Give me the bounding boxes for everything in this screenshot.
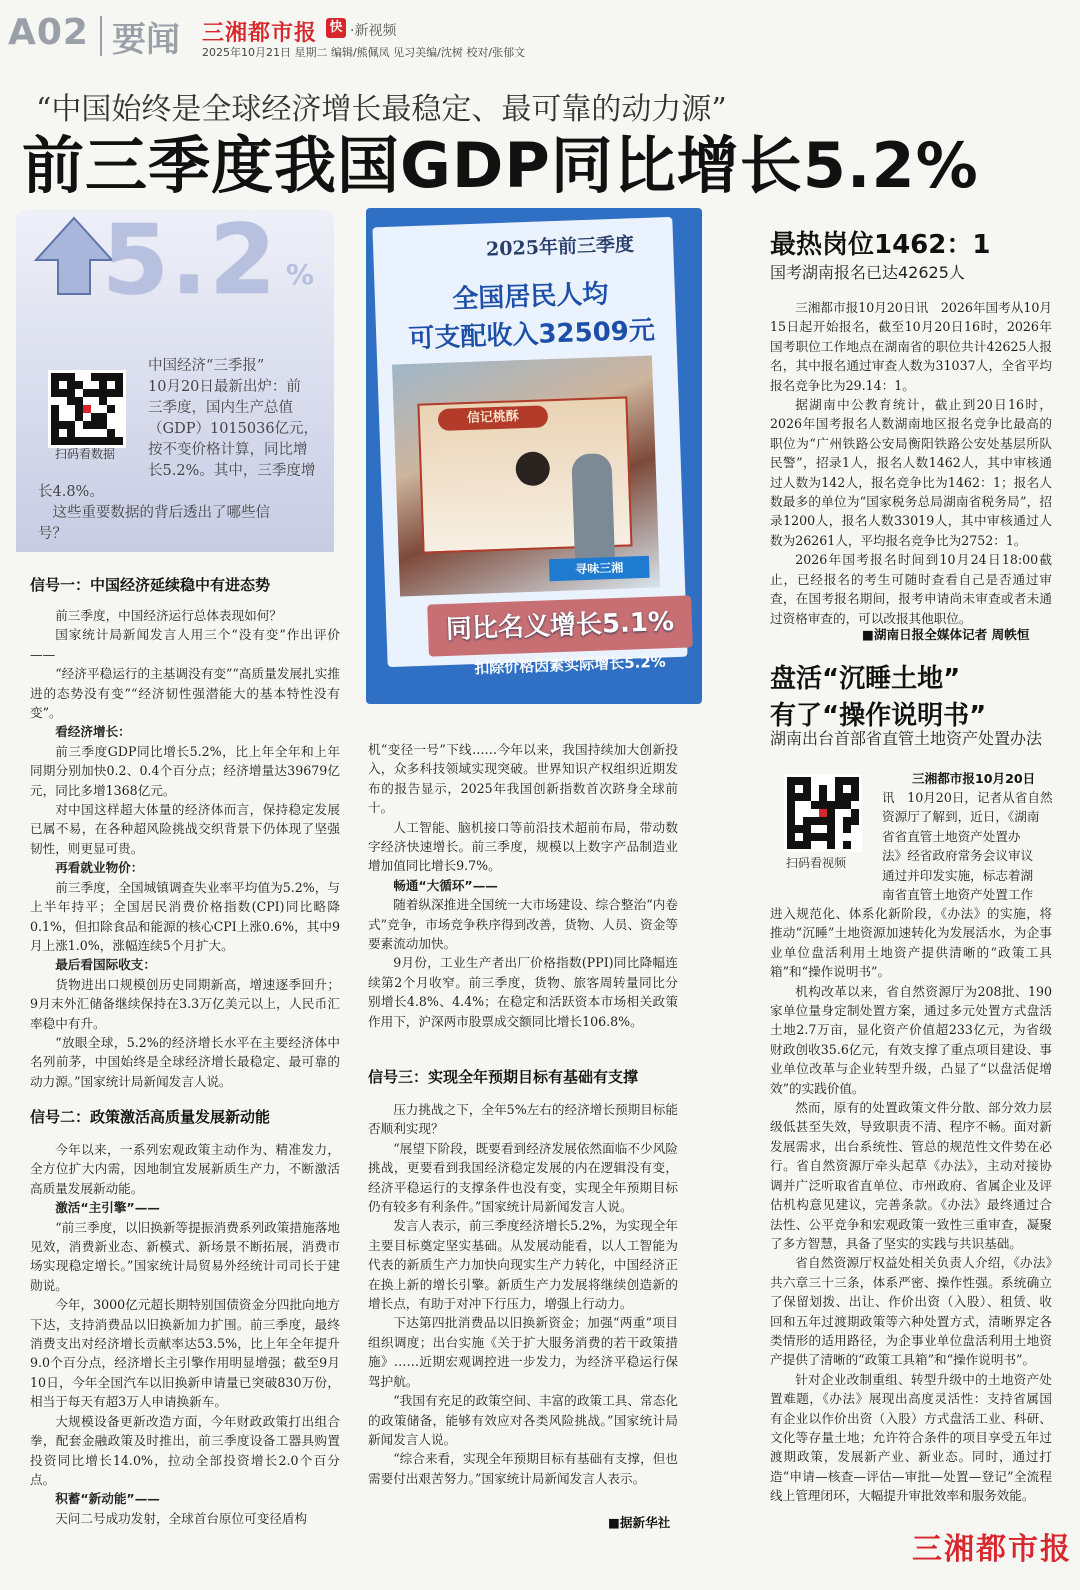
paragraph: 针对企业改制重组、转型升级中的土地资产处置难题，《办法》展现出高度灵活性：支持省属国有企业以作价出资（入股）方式盘活工业、科研、文化等存量土地；允许符合条件的项目享受五年过渡期政策，发展新产业、新业态。同时，通过打造“申请—核查—评估—审批—处置—登记”全流程线上管理闭环，大幅提升审批效率和服务效能。	[770, 1371, 1052, 1504]
column-2-body	[368, 740, 678, 1031]
big-percent: %	[286, 258, 315, 291]
text-line: 法》经省政府常务会议审议	[882, 848, 1034, 864]
paragraph: 随着纵深推进全国统一大市场建设、综合整治“内卷式”竞争，市场竞争秩序得到改善，货物、人员、资金等要素流动加快。	[368, 897, 678, 952]
shopping-photo	[392, 356, 660, 597]
paragraph: “前三季度，以旧换新等提振消费系列政策措施落地见效，消费新业态、新模式、新场景不断拓展，消费市场实现稳定增长。”国家统计局贸易外经统计司司长于建勋说。	[30, 1219, 340, 1293]
subheading: 积蓄“新动能”——	[55, 1491, 160, 1507]
section-name: 要闻	[112, 20, 180, 60]
text-line: 10月20日最新出炉：前	[148, 379, 301, 395]
section-title-signal-2: 信号二：政策激活高质量发展新动能	[30, 1108, 271, 1126]
kicker-quote: “中国始终是全球经济增长最稳定、最可靠的动力源”	[36, 92, 727, 127]
paragraph: 进入规范化、体系化新阶段，《办法》的实施，将推动“沉睡”土地资源加速转化为发展活水，为企事业单位盘活利用土地资产提供清晰的“政策工具箱”和“操作说明书”。	[770, 906, 1052, 980]
story-title-land-line1: 盘活“沉睡土地”	[770, 664, 961, 694]
signal-3-body	[368, 1100, 678, 1488]
paragraph: “综合来看，实现全年预期目标有基础有支撑，但也需要付出艰苦努力。”国家统计局新闻发言人表示。	[368, 1451, 678, 1486]
text-line: 省省直管土地资产处置办	[882, 828, 1021, 844]
text-line: 讯 10月20日，记者从省自然	[882, 790, 1053, 805]
paragraph: 2026年国考报名时间到10月24日18:00截止，已经报名的考生可随时查看自己是否通过审查，在国考报名期间，报考申请尚未审查或者未通过资格审查的，可以改报其他职位。	[770, 552, 1052, 626]
text-line: 号？	[38, 526, 67, 542]
paragraph: 前三季度GDP同比增长5.2%，比上年全年和上年同期分别加快0.2、0.4个百分点；经济增量达39679亿元，同比多增1368亿元。	[30, 743, 340, 798]
signal-1-body	[30, 606, 340, 1091]
paragraph: 9月份，工业生产者出厂价格指数(PPI)同比降幅连续第2个月收窄。前三季度，货物、旅客周转量同比分别增长4.8%、4.4%；在稳定和活跃资本市场相关政策作用下，沪深两市股票成交额同比增长106.8%。	[368, 955, 678, 1029]
text-line: 三季度，国内生产总值	[148, 400, 293, 416]
paragraph: 前三季度，中国经济运行总体表现如何？	[55, 608, 282, 623]
signal-2-body	[30, 1140, 340, 1528]
income-infographic	[366, 208, 702, 704]
footer-brand-logo: 三湘都市报	[908, 1524, 1076, 1568]
text-line: 南省直管土地资产处置工作	[882, 887, 1034, 903]
paragraph: 今年以来，一系列宏观政策主动作为、精准发力，全方位扩大内需，因地制宜发展新质生产力，不断激活高质量发展新动能。	[30, 1142, 340, 1196]
shopper-figure	[571, 453, 615, 564]
section-title-signal-1: 信号一：中国经济延续稳中有进态势	[30, 576, 271, 594]
civil-exam-body	[770, 298, 1052, 628]
text-line: 这些重要数据的背后透出了哪些信	[38, 505, 270, 521]
sub-brand: ·新视频	[350, 23, 397, 39]
paragraph: “经济平稳运行的主基调没有变”“高质量发展扎实推进的态势没有变”“经济韧性强潜能大的基本特性没有变”。	[30, 666, 340, 721]
text-line: 中国经济“三季报”	[148, 358, 265, 374]
qr-caption: 扫码看数据	[55, 447, 116, 461]
stat-real-growth: 扣除价格因素实际增长5.2%	[473, 652, 667, 678]
land-body	[770, 904, 1052, 1506]
infographic-title	[395, 273, 667, 358]
byline-civil-exam: ■湖南日报全媒体记者 周帙恒	[862, 627, 1030, 642]
issue-meta: 2025年10月21日 星期二 编辑/熊佩凤 见习美编/沈树 校对/张郁文	[202, 46, 526, 59]
text-line: （GDP）1015036亿元，	[148, 421, 319, 437]
story-subtitle-land: 湖南出台首部省直管土地资产处置办法	[770, 729, 1043, 748]
paragraph: 对中国这样超大体量的经济体而言，保持稳定发展已属不易，在各种超风险挑战交织背景下仍体现了坚强韧性，则更显可贵。	[30, 802, 340, 856]
text-line: 资源厅了解到，近日，《湖南	[882, 809, 1040, 825]
subheading: 再看就业物价：	[55, 860, 144, 876]
infographic-year: 2025年前三季度	[485, 233, 635, 261]
paragraph: 机“变径一号”下线……今年以来，我国持续加大创新投入，众多科技领域实现突破。世界知识产权组织近期发布的报告显示，2025年我国创新指数首次跻身全球前十。	[368, 742, 678, 816]
paragraph: 今年，3000亿元超长期特别国债资金分四批向地方下达，支持消费品以旧换新加力扩围。前三季度，最终消费支出对经济增长贡献率达53.5%，比上年全年提升9.0个百分点，经济增长主引擎作用明显增强；截至9月10日，今年全国汽车以旧换新申请量已突破830万份，相当于每天有超3万人申请换新车。	[30, 1297, 340, 1410]
text-line: 通过并印发实施，标志着湖	[882, 867, 1034, 883]
big-number: 5.2	[102, 210, 279, 316]
paragraph: 前三季度，全国城镇调查失业率平均值为5.2%，与上半年持平；全国居民消费价格指数(CPI)同比略降0.1%，但扣除食品和能源的核心CPI上涨0.6%，其中9月上涨1.0%，涨幅连续5个月扩大。	[30, 879, 340, 953]
stall-banner: 寻味三湘	[549, 556, 650, 581]
masthead	[0, 0, 1080, 74]
story-title-land	[770, 658, 986, 732]
paragraph: 然而，原有的处置政策文件分散、部分效力层级低甚至失效，导致职责不清、程序不畅。面对新发展需求，出台系统性、管总的规范性文件势在必行。省自然资源厅牵头起草《办法》，主动对接协调并广泛听取省直单位、市州政府、省属企业及评估机构意见建议，完善条款。《办法》最终通过合法性、公平竞争和宏观政策一致性三重审查，凝聚了多方智慧，具备了坚实的实践与共识基础。	[770, 1100, 1052, 1251]
text-line: 长5.2%。其中，三季度增	[148, 463, 316, 479]
paragraph: 下达第四批消费品以旧换新资金；加强“两重”项目组织调度；出台实施《关于扩大服务消费的若干政策措施》……近期宏观调控进一步发力，为经济平稳运行保驾护航。	[368, 1315, 678, 1389]
land-dateline: 三湘都市报10月20日	[912, 771, 1036, 786]
paragraph: 省自然资源厅权益处相关负责人介绍，《办法》共六章三十三条，体系严密、操作性强。系统确立了保留划拨、出让、作价出资（入股）、租赁、收回和五年过渡期政策等六种处置方式，清晰界定各类情形的适用路径，为企事业单位盘活利用土地资产提供了清晰的“政策工具箱”和“操作说明书”。	[770, 1255, 1052, 1368]
paragraph: “我国有充足的政策空间、丰富的政策工具、常态化的政策储备，能够有效应对各类风险挑战。”国家统计局新闻发言人说。	[368, 1393, 678, 1447]
infographic-title-line2: 可支配收入32509元	[407, 315, 656, 355]
paragraph: 人工智能、脑机接口等前沿技术超前布局，带动数字经济快速增长。前三季度，规模以上数字产品制造业增加值同比增长9.7%。	[368, 819, 678, 874]
paragraph: 天问二号成功发射，全球首台原位可变径盾构	[55, 1510, 308, 1526]
lead-paragraph	[38, 356, 324, 545]
paragraph: 货物进出口规模创历史同期新高，增速逐季回升；9月末外汇储备继续保持在3.3万亿美元以上，人民币汇率稳中有升。	[30, 976, 340, 1031]
stat-nominal-growth: 同比名义增长5.1%	[445, 607, 675, 645]
byline-xinhua: ■据新华社	[608, 1515, 671, 1530]
story-title-land-line2: 有了“操作说明书”	[770, 701, 987, 731]
newspaper-brand: 三湘都市报	[202, 21, 318, 46]
paragraph: “放眼全球，5.2%的经济增长水平在主要经济体中名列前茅，中国始终是全球经济增长最稳定、最可靠的动力源。”国家统计局新闻发言人说。	[30, 1034, 340, 1089]
paragraph: 大规模设备更新改造方面，今年财政政策打出组合拳，配套金融政策及时推出，前三季度设备工器具购置投资同比增长14.0%，拉动全部投资增长2.0个百分点。	[30, 1413, 340, 1487]
paragraph: 国家统计局新闻发言人用三个“没有变”作出评价——	[30, 627, 340, 662]
paragraph: 据湖南中公教育统计，截止到20日16时，2026年国考报名人数湖南地区报名竞争比最高的职位为“广州铁路公安局衡阳铁路公安处基层所队民警”，招录1人，报名人数1462人，其中审核通过人数为142人，报名竞争比为1462：1；报名人数最多的单位为“国家税务总局湖南省税务局”，招录1200人，报名人数33019人，其中审核通过人数为26261人，平均报名竞争比为2752：1。	[770, 397, 1052, 548]
qr-code-icon[interactable]	[784, 774, 862, 852]
paragraph: 机构改革以来，省自然资源厅为208批、190家单位量身定制处置方案，通过多元处置方式盘活土地2.7万亩，显化资产价值超233亿元，为省级财政创收35.6亿元，有效支撑了重点项目建设、事业单位改革与企业转型升级，凸显了“以盘活促增效”的实践价值。	[770, 983, 1052, 1096]
subheading: 畅通“大循环”——	[393, 877, 498, 893]
masthead-divider	[100, 16, 102, 56]
stall-sign: 信记桃酥	[438, 405, 549, 431]
text-line: 按不变价格计算，同比增	[148, 442, 308, 458]
subheading: 最后看国际收支：	[55, 957, 156, 973]
paragraph: 发言人表示，前三季度经济增长5.2%，为实现全年主要目标奠定坚实基础。从发展动能看，以人工智能为代表的新质生产力加快向现实生产力转化，中国经济正在换上新的增长引擎。新质生产力发展将继续创造新的增长点，有助于对冲下行压力，增强上行动力。	[368, 1218, 678, 1312]
paragraph: “展望下阶段，既要看到经济发展依然面临不少风险挑战，更要看到我国经济稳定发展的内在逻辑没有变，经济平稳运行的支撑条件也没有变，实现全年预期目标仍有较多有利条件。”国家统计局新闻发言人说。	[368, 1140, 678, 1215]
section-title-signal-3: 信号三：实现全年预期目标有基础有支撑	[368, 1068, 639, 1086]
paragraph: 压力挑战之下，全年5%左右的经济增长预期目标能否顺利实现？	[368, 1102, 678, 1137]
page-number: A02	[8, 12, 89, 53]
kuai-logo-icon: 快	[326, 18, 346, 38]
qr-caption-video: 扫码看视频	[786, 856, 847, 870]
subheading: 激活“主引擎”——	[55, 1200, 160, 1216]
land-body-wrap	[882, 788, 1054, 904]
main-headline: 前三季度我国GDP同比增长5.2%	[22, 129, 979, 202]
story-subtitle-civil-exam: 国考湖南报名已达42625人	[770, 263, 965, 282]
infographic-title-line1: 全国居民人均	[451, 279, 609, 315]
paragraph: 三湘都市报10月20日讯 2026年国考从10月15日起开始报名，截至10月20日16时，2026年国考职位工作地点在湖南省的职位共计42625人报名，其中报名通过审查人数为31037人，全省平均报名竞争比为29.14：1。	[770, 300, 1052, 393]
text-line: 长4.8%。	[38, 484, 104, 500]
subheading: 看经济增长：	[55, 724, 131, 740]
story-title-civil-exam: 最热岗位1462：1	[770, 230, 991, 260]
